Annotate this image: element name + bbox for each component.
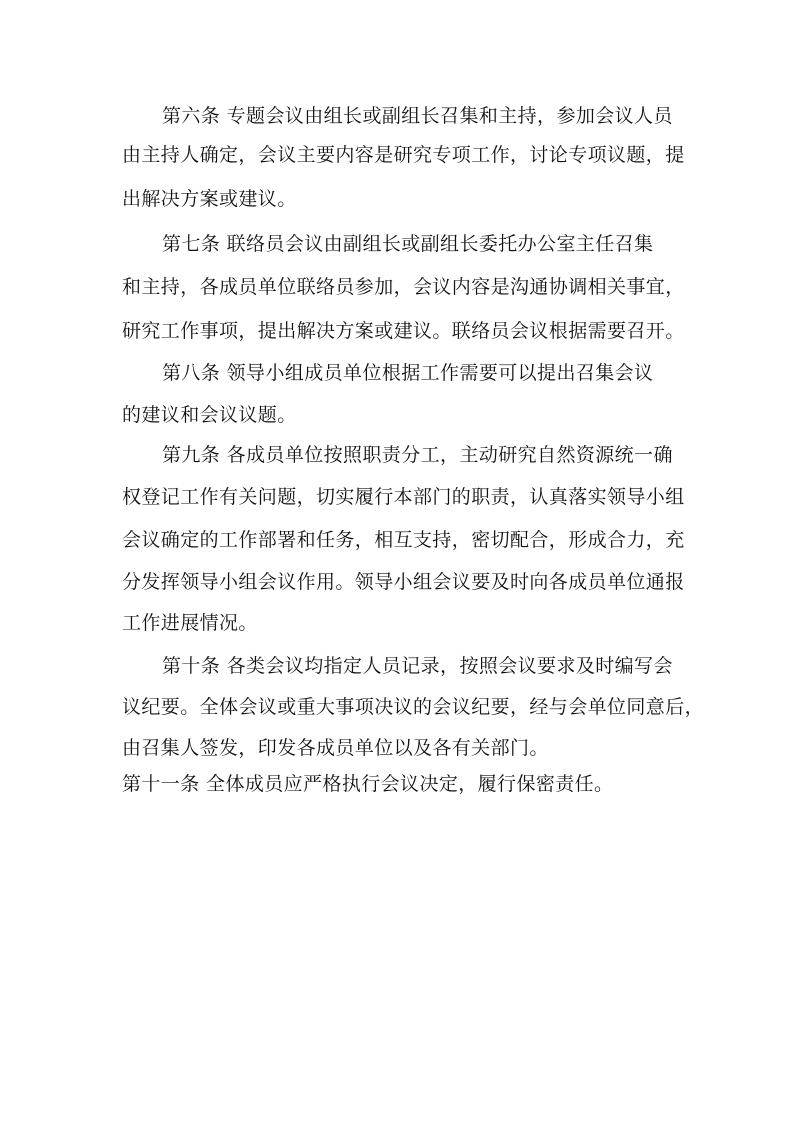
article-9-line-5: 工作进展情况。 — [122, 612, 258, 634]
article-10-line-3: 由召集人签发，印发各成员单位以及各有关部门。 — [122, 737, 549, 759]
article-11-line-1: 第十一条 全体成员应严格执行会议决定，履行保密责任。 — [122, 773, 614, 795]
article-10-line-1: 第十条 各类会议均指定人员记录，按照会议要求及时编写会 — [162, 655, 673, 677]
article-10-line-2: 议纪要。全体会议或重大事项决议的会议纪要，经与会单位同意后， — [122, 696, 705, 718]
article-9-line-4: 分发挥领导小组会议作用。领导小组会议要及时向各成员单位通报 — [122, 571, 685, 593]
article-8-line-1: 第八条 领导小组成员单位根据工作需要可以提出召集会议 — [162, 362, 654, 384]
article-7-line-2: 和主持，各成员单位联络员参加，会议内容是沟通协调相关事宜， — [122, 276, 685, 298]
article-8-line-2: 的建议和会议议题。 — [122, 404, 297, 426]
article-6-line-1: 第六条 专题会议由组长或副组长召集和主持，参加会议人员 — [162, 105, 673, 127]
article-9-line-3: 会议确定的工作部署和任务，相互支持，密切配合，形成合力，充 — [122, 529, 685, 551]
article-6-line-3: 出解决方案或建议。 — [122, 188, 297, 210]
article-7-line-3: 研究工作事项，提出解决方案或建议。联络员会议根据需要召开。 — [122, 320, 685, 342]
article-9-line-2: 权登记工作有关问题，切实履行本部门的职责，认真落实领导小组 — [122, 486, 685, 508]
article-6-line-2: 由主持人确定，会议主要内容是研究专项工作，讨论专项议题，提 — [122, 144, 685, 166]
article-7-line-1: 第七条 联络员会议由副组长或副组长委托办公室主任召集 — [162, 233, 654, 255]
article-9-line-1: 第九条 各成员单位按照职责分工，主动研究自然资源统一确 — [162, 444, 673, 466]
